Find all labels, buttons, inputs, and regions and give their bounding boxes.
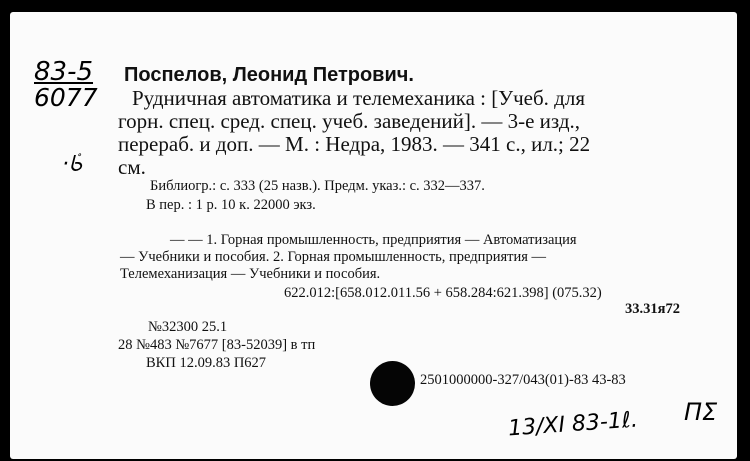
punch-hole bbox=[370, 361, 415, 406]
subject-line-2: — Учебники и пособия. 2. Горная промышленность, предприятия — bbox=[120, 249, 547, 265]
title-line-2: горн. спец. сред. спец. учеб. заведений]. — 3-е изд., bbox=[118, 109, 580, 133]
title-line-1: Рудничная автоматика и телемеханика : [Учеб. для bbox=[132, 86, 585, 110]
title-line-3: перераб. и доп. — М. : Недра, 1983. — 341 с., ил.; 22 bbox=[118, 132, 591, 156]
record-line-2: 28 №483 №7677 [83-52039] в тп bbox=[118, 337, 316, 353]
handwritten-mark: ΠΣ bbox=[684, 398, 718, 426]
record-line-1: №32300 25.1 bbox=[148, 319, 228, 335]
bbk-code: 33.31я72 bbox=[625, 301, 680, 317]
margin-scribble: ·ᢸ bbox=[62, 152, 83, 177]
udc-code: 622.012:[658.012.011.56 + 658.284:621.398] (075.32) bbox=[284, 285, 602, 301]
author-heading: Поспелов, Леонид Петрович. bbox=[124, 64, 414, 86]
record-line-3: ВКП 12.09.83 П627 bbox=[146, 355, 267, 371]
handwritten-date: 13/XI 83-1ℓ. bbox=[507, 407, 639, 442]
title-line-4: см. bbox=[118, 155, 146, 179]
handwritten-code-2: 6077 bbox=[34, 83, 98, 112]
isbn-code: 2501000000-327/043(01)-83 43-83 bbox=[420, 372, 626, 388]
subject-line-1: — — 1. Горная промышленность, предприятия — Автоматизация bbox=[170, 232, 577, 248]
notes-line-2: В пер. : 1 р. 10 к. 22000 экз. bbox=[146, 197, 316, 213]
subject-line-3: Телемеханизация — Учебники и пособия. bbox=[120, 266, 381, 282]
handwritten-code-1: 83-5 bbox=[34, 57, 94, 87]
notes-line-1: Библиогр.: с. 333 (25 назв.). Предм. указ.: с. 332—337. bbox=[150, 178, 485, 194]
